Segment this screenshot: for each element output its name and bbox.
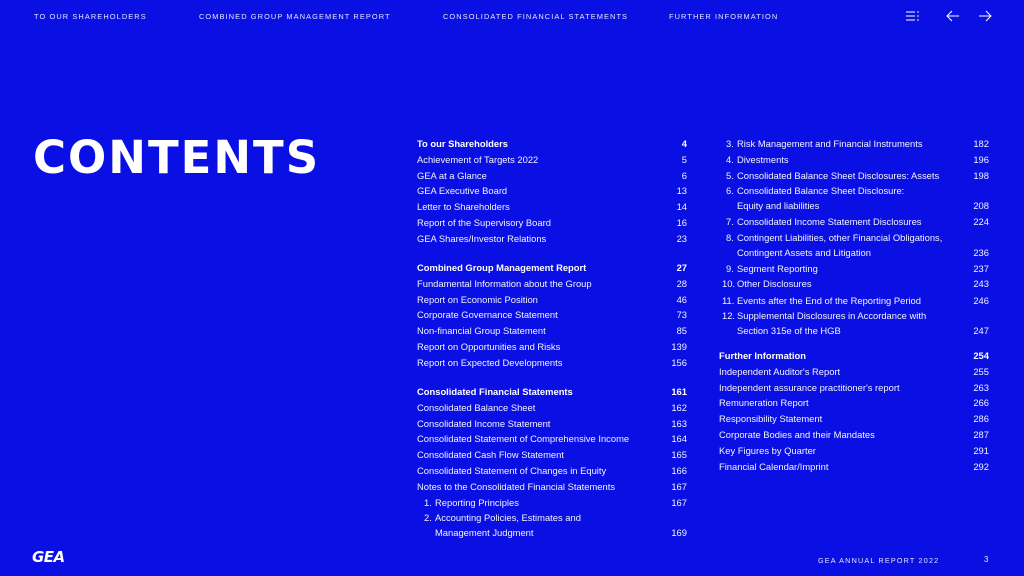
toc-entry-label: Consolidated Statement of Changes in Equity [417,465,607,476]
toc-entry[interactable] [719,396,989,409]
toc-entry-number: 8. [726,232,734,243]
toc-entry-label: Notes to the Consolidated Financial Statements [417,481,616,492]
toc-entry-label: Equity and liabilities [737,200,820,211]
toc-entry-label: Independent Auditor's Report [719,366,841,377]
toc-entry-label: Responsibility Statement [719,413,823,424]
toc-entry[interactable] [719,460,989,473]
toc-entry[interactable] [722,309,989,322]
toc-entry[interactable] [417,293,687,306]
toc-entry[interactable] [417,496,687,509]
report-label: GEA ANNUAL REPORT 2022 [818,556,940,565]
toc-entry-label: Fundamental Information about the Group [417,278,592,289]
toc-entry-label: Section 315e of the HGB [737,325,841,336]
toc-entry-page: 196 [973,154,989,165]
toc-entry[interactable] [417,232,687,245]
toc-entry-label: GEA at a Glance [417,170,487,181]
toc-entry[interactable] [417,526,687,539]
toc-entry-number: 5. [726,170,734,181]
toc-entry-page: 167 [671,497,687,508]
toc-entry-page: 169 [671,527,687,538]
toc-entry[interactable] [719,444,989,457]
toc-entry[interactable] [726,153,989,166]
toc-entry-number: 7. [726,216,734,227]
toc-entry-number: 9. [726,263,734,274]
nav-combined-group-management-report[interactable]: COMBINED GROUP MANAGEMENT REPORT [199,12,391,21]
toc-entry-label: Management Judgment [435,527,534,538]
toc-entry-number: 3. [726,138,734,149]
toc-entry[interactable] [719,381,989,394]
toc-entry-page: 73 [676,309,687,320]
toc-section-heading[interactable] [417,385,687,398]
toc-entry-label: Combined Group Management Report [417,262,587,273]
toc-entry-page: 85 [676,325,687,336]
toc-entry[interactable] [417,200,687,213]
svg-text:GEA: GEA [32,548,65,564]
toc-entry[interactable] [417,511,687,524]
toc-entry-page: 161 [671,386,687,397]
toc-entry[interactable] [417,277,687,290]
toc-entry-number: 12. [722,310,736,321]
toc-entry-label: Supplemental Disclosures in Accordance with [737,310,927,321]
toc-entry[interactable] [726,215,989,228]
toc-entry-label: Report on Expected Developments [417,357,563,368]
toc-entry[interactable] [417,432,687,445]
toc-entry-label: Report on Opportunities and Risks [417,341,561,352]
toc-entry-page: 23 [676,233,687,244]
toc-entry-label: Non-financial Group Statement [417,325,546,336]
toc-entry[interactable] [417,184,687,197]
nav-consolidated-financial-statements[interactable]: CONSOLIDATED FINANCIAL STATEMENTS [443,12,629,21]
top-navigation [0,12,1024,24]
toc-entry-page: 139 [671,341,687,352]
toc-entry-page: 266 [973,397,989,408]
toc-entry-number: 11. [722,295,735,306]
toc-entry-page: 156 [671,357,687,368]
toc-entry[interactable] [417,216,687,229]
toc-entry-label: Corporate Bodies and their Mandates [719,429,875,440]
toc-entry-label: Consolidated Financial Statements [417,386,573,397]
toc-entry[interactable] [726,246,989,259]
toc-entry[interactable] [417,308,687,321]
toc-entry-label: Financial Calendar/Imprint [719,461,829,472]
toc-entry-page: 165 [671,449,687,460]
toc-entry-page: 255 [973,366,989,377]
toc-entry[interactable] [417,153,687,166]
toc-entry-page: 208 [973,200,989,211]
toc-entry-page: 167 [671,481,687,492]
toc-entry-page: 182 [973,138,989,149]
toc-entry[interactable] [417,417,687,430]
gea-logo [32,548,76,569]
toc-entry-label: Accounting Policies, Estimates and [435,512,581,523]
toc-entry[interactable] [726,324,989,337]
toc-entry-label: Remuneration Report [719,397,809,408]
toc-entry-label: Report of the Supervisory Board [417,217,551,228]
nav-icon-bar [904,9,1004,25]
toc-entry-page: 27 [676,262,687,273]
page-number: 3 [984,555,989,564]
toc-entry-label: Achievement of Targets 2022 [417,154,539,165]
toc-entry-page: 291 [973,445,989,456]
toc-entry-page: 292 [973,461,989,472]
toc-entry-page: 28 [676,278,687,289]
toc-entry-label: Consolidated Balance Sheet [417,402,536,413]
toc-entry-page: 246 [973,295,989,306]
toc-entry-label: Reporting Principles [435,497,519,508]
toc-entry-number: 2. [424,512,432,523]
page-title: CONTENTS [33,131,321,184]
toc-entry-page: 164 [671,433,687,444]
toc-entry[interactable] [417,401,687,414]
toc-entry-page: 4 [681,138,687,149]
arrow-right-icon[interactable] [977,9,993,25]
toc-entry[interactable] [417,448,687,461]
toc-entry-label: GEA Executive Board [417,185,508,196]
toc-entry[interactable] [726,184,989,197]
toc-entry-label: Corporate Governance Statement [417,309,558,320]
toc-entry-page: 224 [973,216,989,227]
toc-entry[interactable] [417,480,687,493]
nav-further-information[interactable]: FURTHER INFORMATION [669,12,779,21]
toc-entry-page: 13 [676,185,687,196]
toc-entry-label: GEA Shares/Investor Relations [417,233,547,244]
toc-entry-label: Consolidated Balance Sheet Disclosures: Assets [737,170,940,181]
toc-entry-label: Segment Reporting [737,263,818,274]
toc-entry-page: 166 [671,465,687,476]
toc-entry-page: 243 [973,278,989,289]
toc-entry-page: 16 [676,217,687,228]
toc-entry-label: Consolidated Cash Flow Statement [417,449,564,460]
toc-entry-label: Further Information [719,350,806,361]
toc-entry-page: 254 [973,350,989,361]
nav-to-our-shareholders[interactable]: TO OUR SHAREHOLDERS [34,12,147,21]
toc-entry-label: Consolidated Income Statement [417,418,551,429]
toc-entry-label: Independent assurance practitioner's report [719,382,900,393]
toc-entry[interactable] [719,365,989,378]
toc-entry-label: Contingent Liabilities, other Financial Obligations, [737,232,943,243]
toc-entry-page: 163 [671,418,687,429]
toc-entry[interactable] [726,169,989,182]
toc-entry[interactable] [417,340,687,353]
toc-entry-label: Report on Economic Position [417,294,538,305]
toc-entry-page: 5 [681,154,687,165]
toc-entry-label: Consolidated Income Statement Disclosures [737,216,922,227]
toc-entry-label: Divestments [737,154,789,165]
toc-entry[interactable] [726,262,989,275]
toc-entry[interactable] [417,356,687,369]
toc-entry[interactable] [417,464,687,477]
toc-entry-label: Consolidated Balance Sheet Disclosure: [737,185,905,196]
toc-section-heading[interactable] [719,349,989,362]
toc-entry-label: Events after the End of the Reporting Period [737,295,921,306]
toc-entry-page: 263 [973,382,989,393]
toc-entry-label: Other Disclosures [737,278,812,289]
toc-entry-label: Contingent Assets and Litigation [737,247,871,258]
toc-entry[interactable] [719,412,989,425]
toc-section-heading[interactable] [417,137,687,150]
toc-entry-number: 6. [726,185,734,196]
toc-entry[interactable] [722,277,989,290]
toc-entry-number: 1. [424,497,432,508]
toc-entry-page: 198 [973,170,989,181]
toc-section-heading[interactable] [417,261,687,274]
toc-entry[interactable] [726,137,989,150]
menu-icon[interactable] [904,9,920,25]
toc-entry-page: 236 [973,247,989,258]
toc-entry-page: 162 [671,402,687,413]
toc-entry-label: Risk Management and Financial Instruments [737,138,923,149]
toc-entry-page: 237 [973,263,989,274]
arrow-left-icon[interactable] [945,9,961,25]
toc-entry-label: To our Shareholders [417,138,508,149]
toc-entry[interactable] [417,324,687,337]
toc-entry-page: 286 [973,413,989,424]
toc-entry-page: 287 [973,429,989,440]
toc-entry[interactable] [719,428,989,441]
toc-entry[interactable] [722,294,989,307]
toc-entry[interactable] [726,199,989,212]
toc-entry-number: 10. [722,278,736,289]
toc-entry-label: Consolidated Statement of Comprehensive Income [417,433,630,444]
toc-entry-page: 46 [676,294,687,305]
toc-entry-page: 247 [973,325,989,336]
toc-entry-label: Key Figures by Quarter [719,445,816,456]
toc-entry[interactable] [726,231,989,244]
toc-entry[interactable] [417,169,687,182]
toc-entry-number: 4. [726,154,734,165]
toc-entry-page: 14 [676,201,687,212]
toc-entry-page: 6 [681,170,687,181]
toc-entry-label: Letter to Shareholders [417,201,510,212]
